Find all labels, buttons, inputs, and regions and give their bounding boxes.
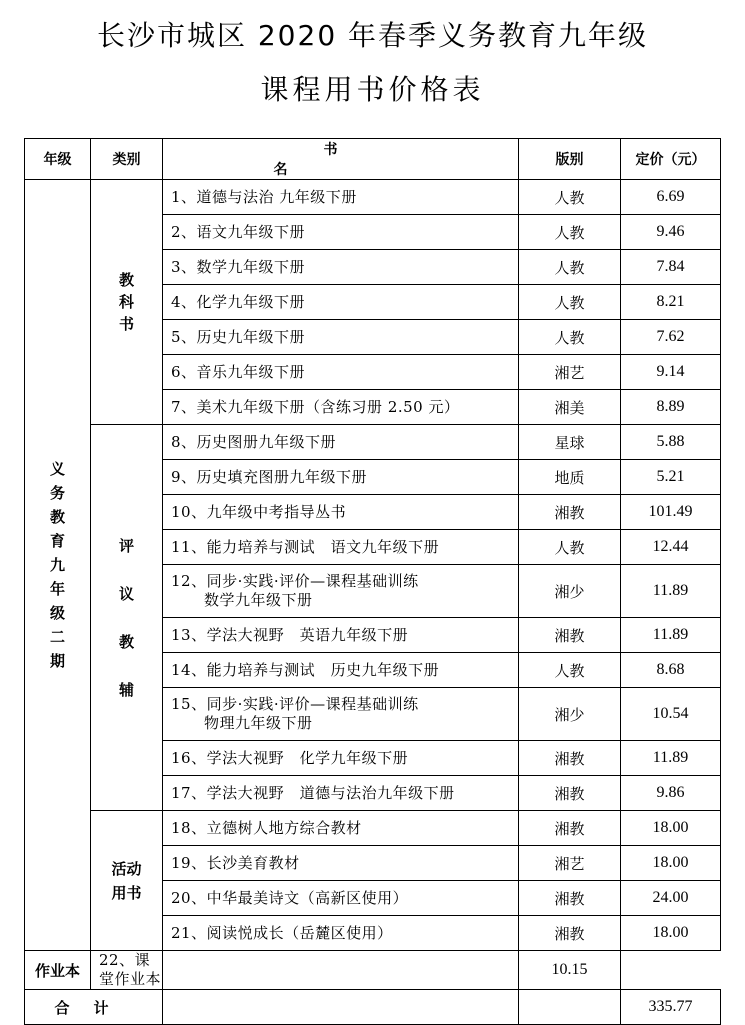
- book-price: 10.54: [621, 688, 721, 741]
- book-edition: 湘少: [519, 565, 621, 618]
- book-name: 4、化学九年级下册: [163, 285, 519, 320]
- category-textbook: 教科书: [91, 180, 163, 425]
- book-price: 6.69: [621, 180, 721, 215]
- book-name: 8、历史图册九年级下册: [163, 425, 519, 460]
- book-name: 20、中华最美诗文（高新区使用）: [163, 881, 519, 916]
- book-edition: 人教: [519, 653, 621, 688]
- table-header-row: [25, 139, 721, 180]
- book-edition: 人教: [519, 180, 621, 215]
- book-name: 17、学法大视野 道德与法治九年级下册: [163, 776, 519, 811]
- book-edition: 湘少: [519, 688, 621, 741]
- book-price: 11.89: [621, 741, 721, 776]
- book-name: 9、历史填充图册九年级下册: [163, 460, 519, 495]
- book-edition: 湘教: [519, 811, 621, 846]
- table-row: [25, 951, 721, 990]
- book-price: 11.89: [621, 618, 721, 653]
- book-edition: 人教: [519, 285, 621, 320]
- book-name: 15、同步·实践·评价—课程基础训练 物理九年级下册: [163, 688, 519, 741]
- book-name: 6、音乐九年级下册: [163, 355, 519, 390]
- book-price: 18.00: [621, 811, 721, 846]
- book-price: 24.00: [621, 881, 721, 916]
- table-row: [25, 425, 721, 460]
- book-name: 13、学法大视野 英语九年级下册: [163, 618, 519, 653]
- book-price: 7.62: [621, 320, 721, 355]
- book-price: 8.89: [621, 390, 721, 425]
- book-edition: 人教: [519, 215, 621, 250]
- book-price: 5.88: [621, 425, 721, 460]
- book-price: 7.84: [621, 250, 721, 285]
- book-edition: 湘美: [519, 390, 621, 425]
- book-edition: 人教: [519, 320, 621, 355]
- book-name: 7、美术九年级下册（含练习册 2.50 元）: [163, 390, 519, 425]
- book-price: 18.00: [621, 916, 721, 951]
- book-price: 101.49: [621, 495, 721, 530]
- total-row: [25, 990, 721, 1025]
- book-edition: 湘艺: [519, 355, 621, 390]
- book-edition: 湘艺: [519, 846, 621, 881]
- book-price: 9.46: [621, 215, 721, 250]
- header-grade: 年级: [25, 139, 91, 180]
- book-name: 5、历史九年级下册: [163, 320, 519, 355]
- category-review: 评议教辅: [91, 425, 163, 811]
- book-name: 18、立德树人地方综合教材: [163, 811, 519, 846]
- price-table: [24, 138, 721, 1025]
- header-book: 书名: [163, 139, 519, 180]
- book-edition: 湘教: [519, 776, 621, 811]
- total-empty-edition: [519, 990, 621, 1025]
- book-name: 3、数学九年级下册: [163, 250, 519, 285]
- book-edition: 湘教: [519, 881, 621, 916]
- book-edition: 人教: [519, 530, 621, 565]
- book-name: 16、学法大视野 化学九年级下册: [163, 741, 519, 776]
- book-price: 9.86: [621, 776, 721, 811]
- book-price: 9.14: [621, 355, 721, 390]
- book-name: 1、道德与法治 九年级下册: [163, 180, 519, 215]
- book-edition: [163, 951, 519, 990]
- table-row: [25, 811, 721, 846]
- category-homework: 作业本: [25, 951, 91, 990]
- book-edition: 湘教: [519, 916, 621, 951]
- book-edition: 人教: [519, 250, 621, 285]
- book-name: 12、同步·实践·评价—课程基础训练 数学九年级下册: [163, 565, 519, 618]
- book-edition: 星球: [519, 425, 621, 460]
- total-empty-name: [163, 990, 519, 1025]
- book-name: 11、能力培养与测试 语文九年级下册: [163, 530, 519, 565]
- book-price: 5.21: [621, 460, 721, 495]
- header-price: 定价（元）: [621, 139, 721, 180]
- book-price: 18.00: [621, 846, 721, 881]
- total-price: 335.77: [621, 990, 721, 1025]
- total-label: 合计: [25, 990, 163, 1025]
- book-edition: 湘教: [519, 495, 621, 530]
- book-price: 10.15: [519, 951, 621, 990]
- book-name: 2、语文九年级下册: [163, 215, 519, 250]
- header-edition: 版别: [519, 139, 621, 180]
- page-title: 长沙市城区 2020 年春季义务教育九年级: [96, 19, 649, 52]
- book-name: 22、课堂作业本: [91, 951, 163, 990]
- book-price: 12.44: [621, 530, 721, 565]
- header-category: 类别: [91, 139, 163, 180]
- book-name: 19、长沙美育教材: [163, 846, 519, 881]
- book-price: 8.68: [621, 653, 721, 688]
- book-price: 8.21: [621, 285, 721, 320]
- book-price: 11.89: [621, 565, 721, 618]
- grade-cell: 义务教育九年级二期: [25, 180, 91, 951]
- page-subtitle: 课程用书价格表: [260, 73, 485, 106]
- book-name: 21、阅读悦成长（岳麓区使用）: [163, 916, 519, 951]
- category-activity: 活动用书: [91, 811, 163, 951]
- book-edition: 湘教: [519, 741, 621, 776]
- book-edition: 地质: [519, 460, 621, 495]
- book-name: 10、九年级中考指导丛书: [163, 495, 519, 530]
- table-row: [25, 180, 721, 215]
- book-name: 14、能力培养与测试 历史九年级下册: [163, 653, 519, 688]
- book-edition: 湘教: [519, 618, 621, 653]
